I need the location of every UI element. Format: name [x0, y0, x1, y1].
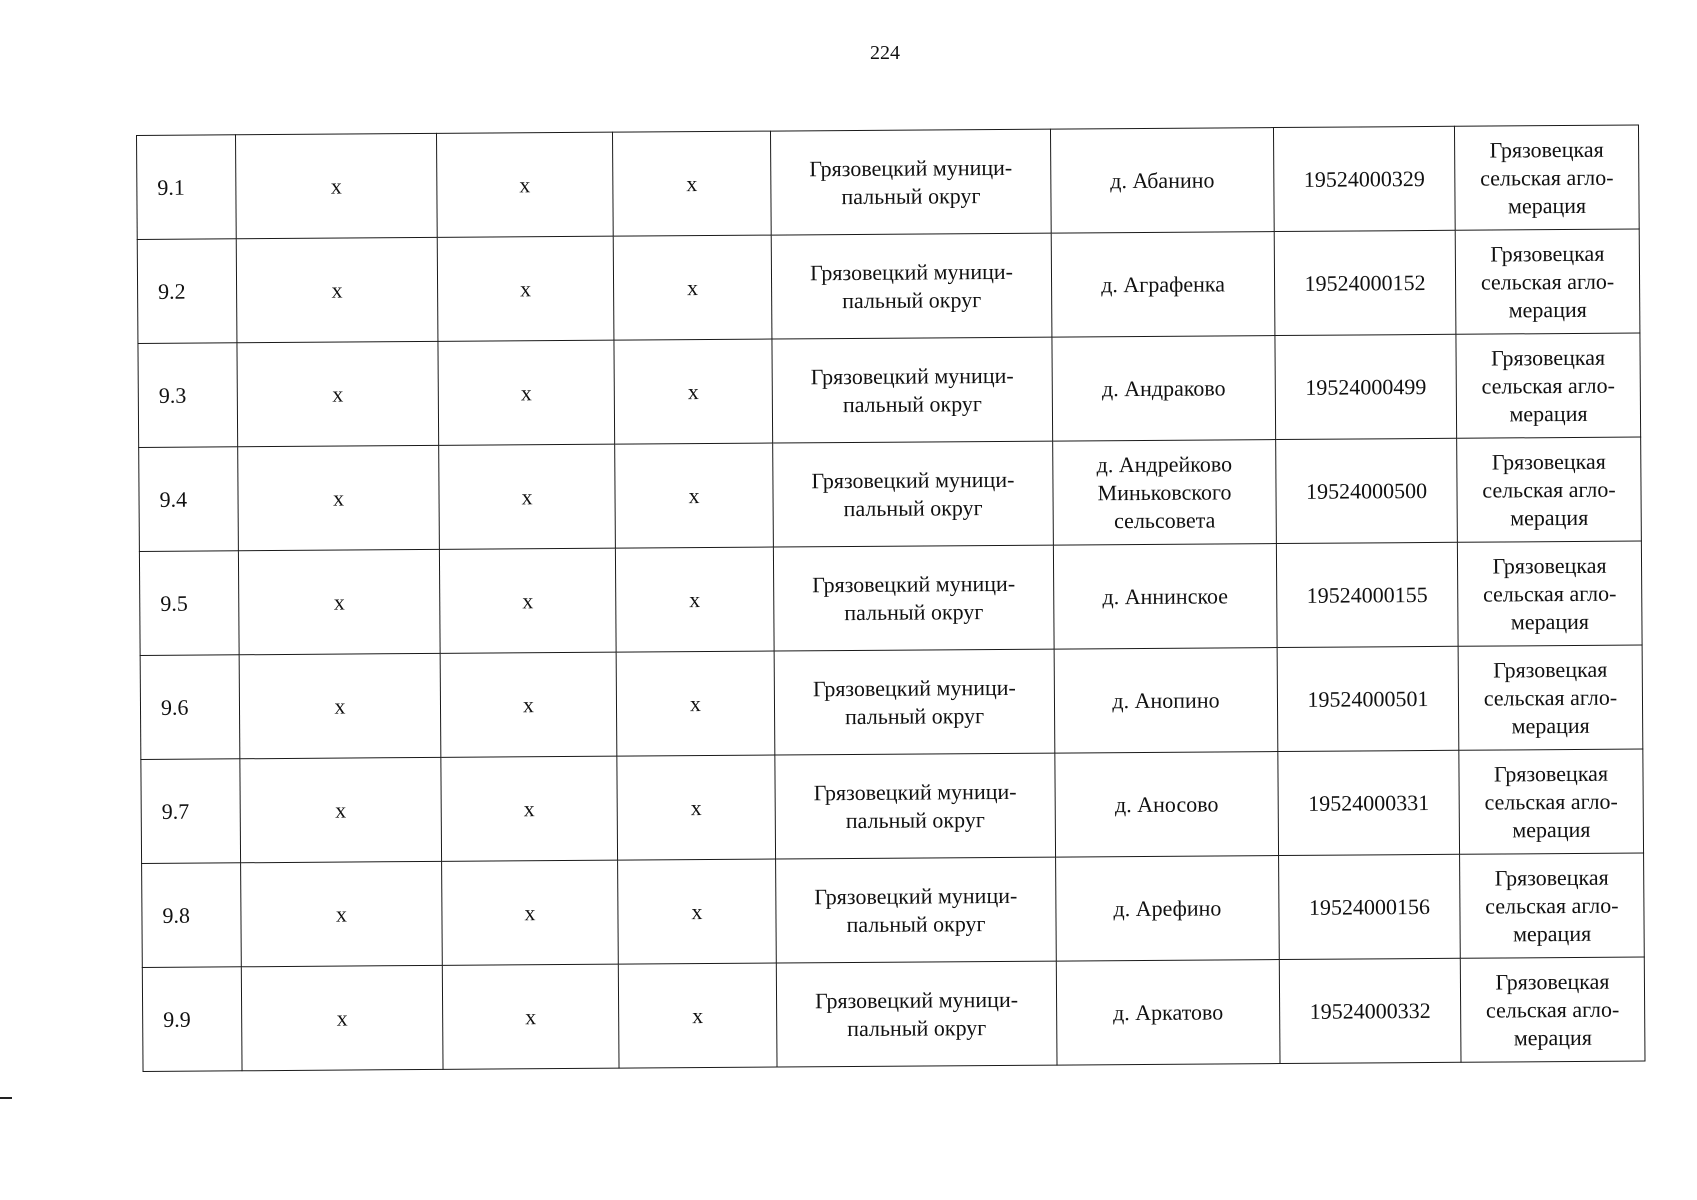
agglomeration-cell: Грязовецкая сельская агло-мерация: [1457, 437, 1642, 542]
code-cell: 19524000332: [1279, 958, 1461, 1063]
locality-cell: д. Андрейково Миньковского сельсовета: [1053, 440, 1277, 546]
column-3-cell: х: [436, 132, 613, 237]
agglomeration-cell: Грязовецкая сельская агло-мерация: [1457, 541, 1642, 646]
column-4-cell: х: [614, 339, 773, 444]
district-cell: Грязовецкий муници-пальный округ: [771, 233, 1052, 339]
column-2-cell: х: [241, 861, 443, 966]
district-cell: Грязовецкий муници-пальный округ: [775, 753, 1056, 859]
column-2-cell: х: [236, 133, 438, 238]
table-row: [140, 645, 1643, 759]
code-cell: 19524000156: [1279, 854, 1461, 959]
table-row: [141, 749, 1644, 863]
table-row: [142, 853, 1645, 967]
code-cell: 19524000155: [1276, 542, 1458, 647]
agglomeration-cell: Грязовецкая сельская агло-мерация: [1460, 957, 1645, 1062]
column-4-cell: х: [617, 755, 776, 860]
district-cell: Грязовецкий муници-пальный округ: [774, 649, 1055, 755]
row-number-cell: 9.2: [137, 239, 237, 344]
code-cell: 19524000501: [1277, 646, 1459, 751]
column-3-cell: х: [439, 548, 616, 653]
agglomeration-cell: Грязовецкая сельская агло-мерация: [1458, 645, 1643, 750]
column-4-cell: х: [613, 235, 772, 340]
locality-cell: д. Аграфенка: [1051, 232, 1275, 338]
column-3-cell: х: [440, 652, 617, 757]
page-number: 224: [870, 42, 900, 64]
district-cell: Грязовецкий муници-пальный округ: [773, 441, 1054, 547]
column-3-cell: х: [439, 444, 616, 549]
code-cell: 19524000152: [1274, 230, 1456, 335]
row-number-cell: 9.9: [142, 967, 242, 1072]
table-row: [137, 125, 1640, 239]
agglomeration-cell: Грязовецкая сельская агло-мерация: [1455, 229, 1640, 334]
locality-cell: д. Аносово: [1055, 752, 1279, 858]
code-cell: 19524000499: [1275, 334, 1457, 439]
district-cell: Грязовецкий муници-пальный округ: [772, 337, 1053, 443]
agglomeration-cell: Грязовецкая сельская агло-мерация: [1460, 853, 1645, 958]
district-cell: Грязовецкий муници-пальный округ: [776, 961, 1057, 1067]
column-4-cell: х: [612, 131, 771, 236]
row-number-cell: 9.3: [138, 343, 238, 448]
locality-cell: д. Анопино: [1054, 648, 1278, 754]
agglomeration-cell: Грязовецкая сельская агло-мерация: [1459, 749, 1644, 854]
column-2-cell: х: [238, 549, 440, 654]
row-number-cell: 9.4: [139, 447, 239, 552]
column-2-cell: х: [238, 445, 440, 550]
row-number-cell: 9.1: [137, 135, 237, 240]
column-2-cell: х: [237, 341, 439, 446]
column-2-cell: х: [236, 237, 438, 342]
settlements-table-container: [136, 125, 1645, 1072]
district-cell: Грязовецкий муници-пальный округ: [776, 857, 1057, 963]
column-4-cell: х: [616, 651, 775, 756]
column-4-cell: х: [615, 547, 774, 652]
locality-cell: д. Аннинское: [1053, 544, 1277, 650]
locality-cell: д. Андраково: [1052, 336, 1276, 442]
column-4-cell: х: [618, 963, 777, 1068]
table-row: [142, 957, 1645, 1071]
locality-cell: д. Арефино: [1056, 856, 1280, 962]
column-4-cell: х: [618, 859, 777, 964]
column-3-cell: х: [441, 756, 618, 861]
code-cell: 19524000329: [1273, 126, 1455, 231]
row-number-cell: 9.5: [139, 551, 239, 656]
column-3-cell: х: [437, 236, 614, 341]
column-2-cell: х: [240, 757, 442, 862]
table-row: [138, 333, 1641, 447]
code-cell: 19524000331: [1278, 750, 1460, 855]
agglomeration-cell: Грязовецкая сельская агло-мерация: [1456, 333, 1641, 438]
settlements-table: [136, 125, 1646, 1072]
column-3-cell: х: [442, 964, 619, 1069]
table-row: [137, 229, 1640, 343]
column-3-cell: х: [438, 340, 615, 445]
table-row: [139, 541, 1642, 655]
scan-edge-mark: [0, 1097, 12, 1099]
row-number-cell: 9.6: [140, 655, 240, 760]
code-cell: 19524000500: [1276, 438, 1458, 543]
column-2-cell: х: [239, 653, 441, 758]
locality-cell: д. Аркатово: [1056, 960, 1280, 1066]
locality-cell: д. Абанино: [1050, 128, 1274, 234]
agglomeration-cell: Грязовецкая сельская агло-мерация: [1454, 125, 1639, 230]
district-cell: Грязовецкий муници-пальный округ: [773, 545, 1054, 651]
district-cell: Грязовецкий муници-пальный округ: [770, 129, 1051, 235]
column-2-cell: х: [241, 965, 443, 1070]
row-number-cell: 9.7: [141, 759, 241, 864]
table-body: [137, 125, 1645, 1071]
row-number-cell: 9.8: [142, 863, 242, 968]
table-row: [139, 437, 1642, 551]
column-3-cell: х: [442, 860, 619, 965]
column-4-cell: х: [615, 443, 774, 548]
